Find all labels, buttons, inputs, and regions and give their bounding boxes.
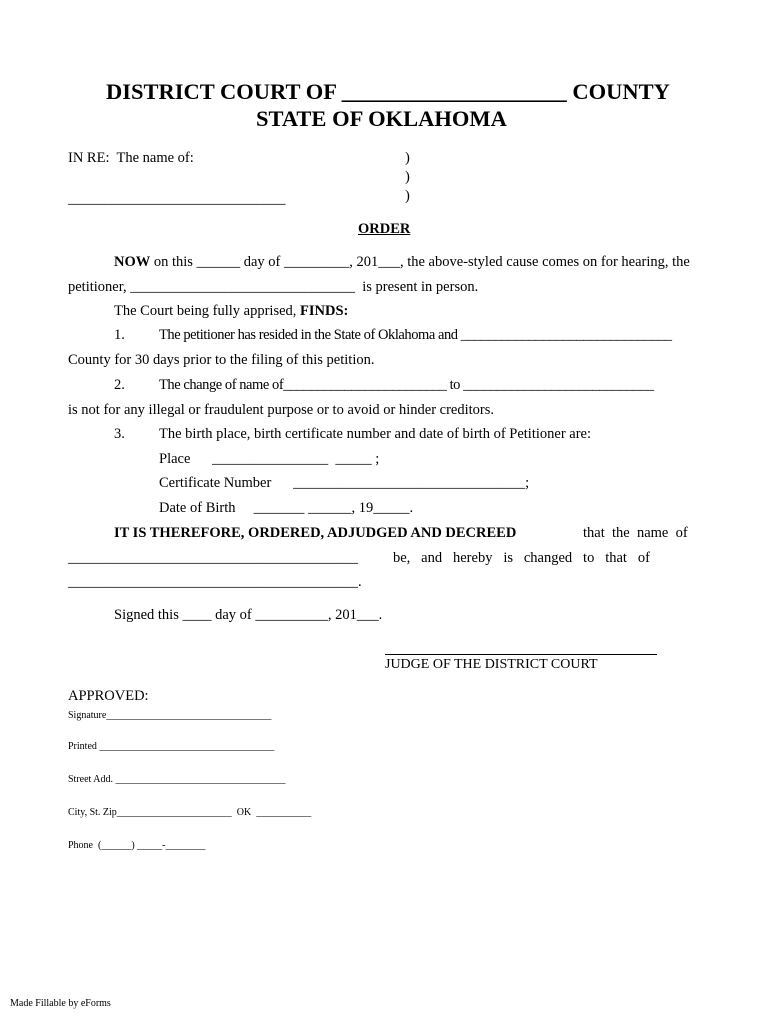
court-title-prefix: DISTRICT COURT OF bbox=[106, 79, 337, 104]
caption-paren-3: ) bbox=[405, 188, 410, 204]
approved-signature-line[interactable]: Signature_________________________________ bbox=[68, 710, 272, 721]
item-1-number: 1. bbox=[114, 327, 125, 343]
judge-signature-line[interactable] bbox=[385, 654, 657, 655]
decree-tail-2: be, and hereby is changed to that of bbox=[393, 550, 650, 566]
caption-paren-1: ) bbox=[405, 150, 410, 166]
court-title-line1 bbox=[106, 81, 670, 104]
finds-line bbox=[114, 304, 348, 319]
finds-text: The Court being fully apprised, bbox=[114, 303, 301, 319]
judge-label: JUDGE OF THE DISTRICT COURT bbox=[385, 657, 598, 672]
approved-printed-line[interactable]: Printed ___________________________________ bbox=[68, 741, 275, 752]
item-2-text[interactable]: The change of name of________________________ to ____________________________ bbox=[159, 377, 654, 393]
approved-city-line[interactable]: City, St. Zip_______________________ OK ___________ bbox=[68, 807, 312, 818]
court-title-suffix: COUNTY bbox=[572, 79, 670, 104]
item-1-continuation: County for 30 days prior to the filing of this petition. bbox=[68, 352, 375, 368]
in-re-label: IN RE: The name of: bbox=[68, 150, 194, 166]
finds-bold: FINDS: bbox=[300, 303, 349, 319]
approved-heading: APPROVED: bbox=[68, 688, 149, 704]
decree-bold: IT IS THEREFORE, ORDERED, ADJUDGED AND DECREED bbox=[114, 525, 517, 541]
birth-place-line[interactable]: Place ________________ _____ ; bbox=[159, 451, 380, 467]
item-3-number: 3. bbox=[114, 426, 125, 442]
now-line bbox=[114, 255, 690, 270]
now-bold: NOW bbox=[114, 254, 151, 270]
item-1-text[interactable]: The petitioner has resided in the State of Oklahoma and _______________________________ bbox=[159, 327, 672, 343]
eforms-footer: Made Fillable by eForms bbox=[10, 998, 111, 1009]
signed-line[interactable]: Signed this ____ day of __________, 201___. bbox=[114, 607, 383, 623]
old-name-blank[interactable]: ________________________________________ bbox=[68, 550, 358, 566]
decree-tail-1: that the name of bbox=[583, 525, 688, 541]
county-name-blank[interactable]: ____________________ bbox=[341, 79, 567, 104]
court-title-line2: STATE OF OKLAHOMA bbox=[256, 106, 507, 131]
certificate-number-line[interactable]: Certificate Number ________________________________; bbox=[159, 475, 530, 491]
new-name-blank[interactable]: ________________________________________. bbox=[68, 574, 362, 590]
petitioner-line[interactable]: petitioner, _______________________________ is present in person. bbox=[68, 279, 479, 295]
approved-street-line[interactable]: Street Add. __________________________________ bbox=[68, 774, 286, 785]
item-3-text: The birth place, birth certificate number and date of birth of Petitioner are: bbox=[159, 426, 592, 442]
caption-paren-2: ) bbox=[405, 169, 410, 185]
caption-name-blank[interactable]: ______________________________ bbox=[68, 191, 286, 207]
item-2-number: 2. bbox=[114, 377, 125, 393]
date-of-birth-line[interactable]: Date of Birth _______ ______, 19_____. bbox=[159, 500, 414, 516]
item-2-continuation: is not for any illegal or fraudulent purpose or to avoid or hinder creditors. bbox=[68, 402, 495, 418]
approved-phone-line[interactable]: Phone (______) _____-________ bbox=[68, 840, 206, 851]
order-heading: ORDER bbox=[358, 221, 411, 237]
now-text[interactable]: on this ______ day of _________, 201___, the above-styled cause comes on for hearing, the bbox=[150, 254, 690, 270]
